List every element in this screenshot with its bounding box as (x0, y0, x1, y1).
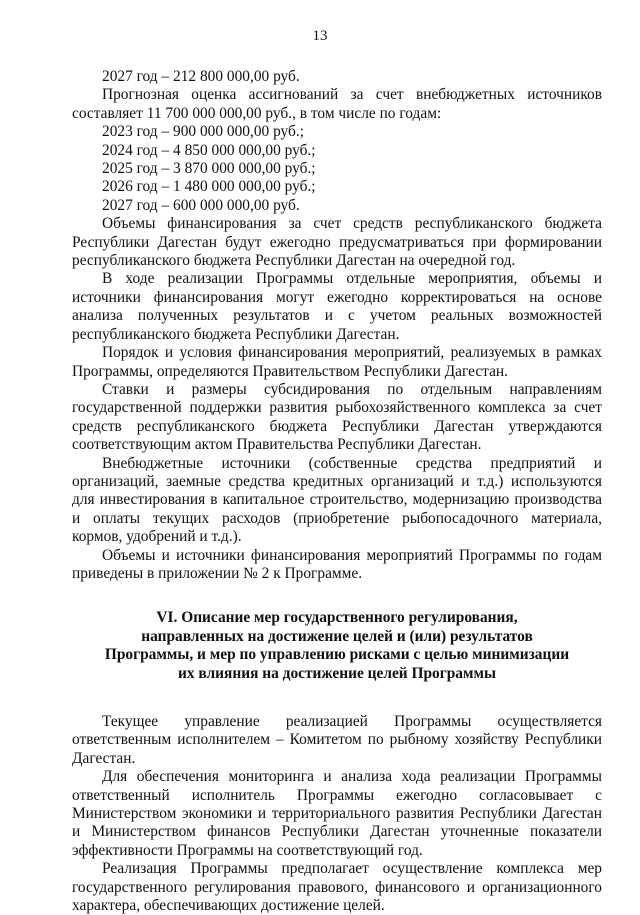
section-heading (72, 609, 602, 683)
section-heading-line: Программы, и мер по управлению рисками с целью минимизации (104, 646, 570, 664)
section-heading-line: их влияния на достижение целей Программы (178, 664, 496, 682)
section-heading-line: направленных на достижение целей и (или) результатов (141, 627, 533, 645)
year-line: 2023 год – 900 000 000,00 руб.; (102, 123, 305, 141)
page-number: 13 (312, 28, 328, 44)
year-line: 2025 год – 3 870 000 000,00 руб.; (102, 160, 316, 178)
section-heading-line: VI. Описание мер государственного регулирования, (156, 609, 518, 627)
paragraph: В ходе реализации Программы отдельные мероприятия, объемы и источники финансирования могут ежегодно корректироваться на основе анализа полученных результатов и с учетом реальных возможностей республиканского бюджета Республики Дагестан. (72, 270, 602, 343)
year-line: 2027 год – 600 000 000,00 руб. (102, 196, 300, 214)
document-body (72, 68, 602, 915)
year-line: 2026 год – 1 480 000 000,00 руб.; (102, 178, 316, 196)
paragraph: Реализация Программы предполагает осуществление комплекса мер государственного регулирования правового, финансового и организационного характера, обеспечивающих достижение целей. (72, 860, 602, 915)
paragraph-extra-budget: Прогнозная оценка ассигнований за счет внебюджетных источников составляет 11 700 000 000,00 руб., в том числе по годам: (72, 86, 602, 122)
paragraph: Для обеспечения мониторинга и анализа хода реализации Программы ответственный исполнитель Программы ежегодно согласовывает с Министерством экономики и территориального развития Республики Дагестан и Министерством финансов Республики Дагестан уточненные показатели эффективности Программы на соответствующий год. (72, 768, 602, 859)
paragraph: Текущее управление реализацией Программы осуществляется ответственным исполнителем – Комитетом по рыбному хозяйству Республики Дагестан. (72, 713, 602, 767)
paragraph: Ставки и размеры субсидирования по отдельным направлениям государственной поддержки развития рыбохозяйственного комплекса за счет средств республиканского бюджета Республики Дагестан утверждаются соответствующим актом Правительства Республики Дагестан. (72, 380, 602, 454)
paragraph: Объемы финансирования за счет средств республиканского бюджета Республики Дагестан будут ежегодно предусматриваться при формировании республиканского бюджета Республики Дагестан на очередной год. (72, 215, 602, 270)
paragraph: Объемы и источники финансирования мероприятий Программы по годам приведены в приложении № 2 к Программе. (72, 546, 602, 582)
year-line: 2027 год – 212 800 000,00 руб. (102, 68, 300, 85)
year-line: 2024 год – 4 850 000 000,00 руб.; (102, 141, 316, 159)
paragraph: Внебюджетные источники (собственные средства предприятий и организаций, заемные средства кредитных организаций и т.д.) используются для инвестирования в капитальное строительство, модернизацию производства и оплаты текущих расходов (приобретение рыбопосадочного материала, кормов, удобрений и т.д.). (72, 454, 602, 546)
paragraph: Порядок и условия финансирования мероприятий, реализуемых в рамках Программы, определяются Правительством Республики Дагестан. (72, 344, 602, 380)
